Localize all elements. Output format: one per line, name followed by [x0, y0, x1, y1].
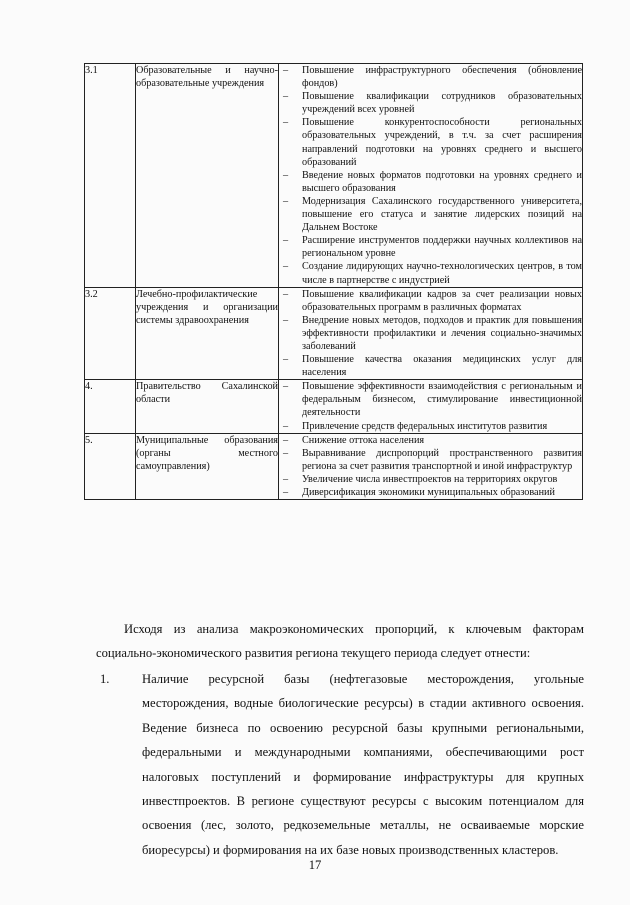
row-measures — [279, 64, 583, 288]
measures-list — [279, 288, 582, 380]
measures-list — [279, 434, 582, 499]
page-number: 17 — [308, 858, 322, 872]
row-number: 4. — [85, 380, 136, 433]
intro-paragraph — [96, 617, 584, 666]
measure-item: – Увеличение числа инвестпроектов на территориях округов — [279, 473, 582, 486]
measure-item: – Повышение квалификации кадров за счет реализации новых образовательных программ в различных форматах — [279, 288, 582, 314]
table-row — [85, 287, 583, 380]
row-organization: Лечебно-профилактические учреждения и организации системы здравоохранения — [136, 287, 279, 380]
measure-item: – Повышение квалификации сотрудников образовательных учреждений всех уровней — [279, 90, 582, 116]
measure-item: – Расширение инструментов поддержки научных коллективов на региональном уровне — [279, 234, 582, 260]
list-item-text: Наличие ресурсной базы (нефтегазовые месторождения, угольные месторождения, водные биологические ресурсы) в стадии активного освоения. Ведение бизнеса по освоению ресурсной базы крупными региональными, федеральными и международными компаниями, обеспечивающими рост налоговых поступлений и формирование инфраструктуры для крупных инвестпроектов. В регионе существуют ресурсы с высоким потенциалом для освоения (лес, золото, редкоземельные металлы, не осваиваемые морские биоресурсы) и формирования на их базе новых производственных кластеров. — [142, 672, 584, 857]
measure-item: – Внедрение новых методов, подходов и практик для повышения эффективности профилактики и лечения социально-значимых заболеваний — [279, 314, 582, 353]
row-organization: Муниципальные образования (органы местного самоуправления) — [136, 433, 279, 499]
row-measures — [279, 433, 583, 499]
measures-list — [279, 380, 582, 432]
measure-item: – Повышение эффективности взаимодействия с региональным и федеральным бизнесом, стимулирование инвестиционной деятельности — [279, 380, 582, 419]
row-organization: Образовательные и научно-образовательные учреждения — [136, 64, 279, 288]
measure-item: – Повышение конкурентоспособности региональных образовательных учреждений, в т.ч. за счет расширения направлений подготовки на уровнях среднего и высшего образований — [279, 116, 582, 168]
measure-item: – Модернизация Сахалинского государственного университета, повышение его статуса и занятие лидерских позиций на Дальнем Востоке — [279, 195, 582, 234]
table-row — [85, 433, 583, 499]
measure-item: – Введение новых форматов подготовки на уровнях среднего и высшего образования — [279, 169, 582, 195]
measure-item: – Повышение инфраструктурного обеспечения (обновление фондов) — [279, 64, 582, 90]
measures-table — [84, 63, 583, 500]
row-number: 3.2 — [85, 287, 136, 380]
measures-list — [279, 64, 582, 287]
table-row — [85, 380, 583, 433]
measure-item: – Снижение оттока населения — [279, 434, 582, 447]
row-number: 5. — [85, 433, 136, 499]
row-measures — [279, 287, 583, 380]
intro-paragraph-text: Исходя из анализа макроэкономических пропорций, к ключевым факторам социально-экономического развития региона текущего периода следует отнести: — [96, 622, 584, 661]
measure-item: – Привлечение средств федеральных институтов развития — [279, 420, 582, 433]
table-row — [85, 64, 583, 288]
measure-item: – Создание лидирующих научно-технологических центров, в том числе в партнерстве с индустрией — [279, 260, 582, 286]
measure-item: – Повышение качества оказания медицинских услуг для населения — [279, 353, 582, 379]
measure-item: – Диверсификация экономики муниципальных образований — [279, 486, 582, 499]
list-item — [96, 667, 584, 862]
row-number: 3.1 — [85, 64, 136, 288]
measure-item: – Выравнивание диспропорций пространственного развития региона за счет развития транспортной и иной инфраструктур — [279, 447, 582, 473]
row-organization: Правительство Сахалинской области — [136, 380, 279, 433]
list-item-number: 1. — [100, 672, 110, 686]
row-measures — [279, 380, 583, 433]
